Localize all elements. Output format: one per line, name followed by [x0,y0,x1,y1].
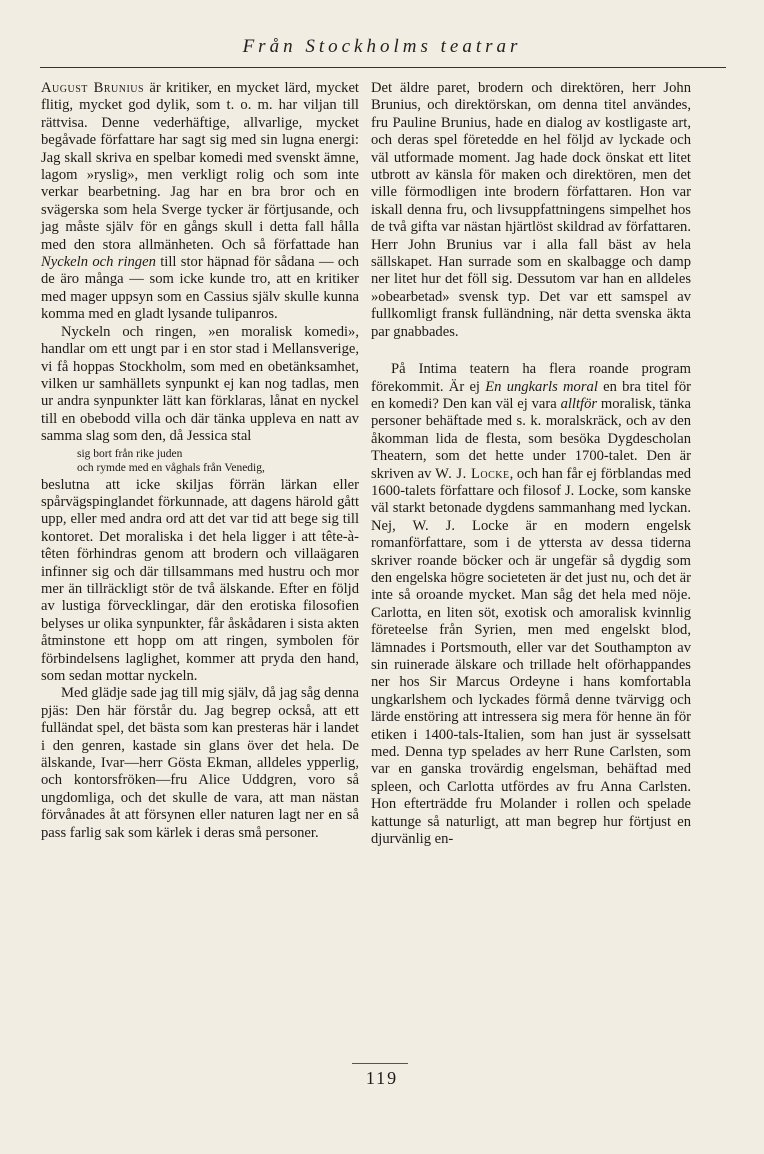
paragraph: Med glädje sade jag till mig själv, då jag såg denna pjäs: Den här förstår du. Jag begrep också, att ett fulländat spel, det bästa som kan presteras här i landet i den genren, kastade sin glans över det hela. De älskande, Ivar—herr Gösta Ekman, alldeles ypperlig, och kontorsfröken—fru Alice Uddgren, voro så ungdomliga, och det skulle de vara, att man nästan förvånades åt att försynen eller naturen lagt ner en så pass farlig sak som kärlek i deras små personer. [41,685,359,841]
paragraph: På Intima teatern ha flera roande program förekommit. Är ej En ungkarls moral en bra titel för en komedi? Den kan väl ej vara alltför moralisk, tänka personer behäftade med s. k. moralskräck, och av den åkomman lida de flesta, som besöka Dygdescholan Theatern, som det hette under 1700-talet. Den är skriven av W. J. Locke, och han får ej förblandas med 1600-talets författare och filosof J. Locke, som kanske väl starkt betonade dygdens sammanhang med lyckan. Nej, W. J. Locke är en modern engelsk romanförfattare, som i de yttersta av dessa tiderna skriver roande böcker och är ungefär så dygdig som den engelska högre societeten är det just nu, och det är inte så oroande mycket. Man såg det hela med nöje. Carlotta, en liten söt, exotisk och amoralisk kvinnlig företeelse från Syrien, men med engelskt blod, lämnades i Portsmouth, eller var det Southampton av sin ruinerade älskare och trillade helt oförhappandes ner hos Sir Marcus Ordeyne i hans komfortabla ungkarlshem och lyckades förmå denne tvärvigg och lärde enstöring att intressera sig mera för henne än för etiken i 1400-tals-Italien, som han just är sysselsatt med. Denna typ spelades av herr Rune Carlsten, som var en ganska trovärdig engelsman, behäftad med spleen, och Carlotta utfördes av fru Anna Carlsten. Hon efterträdde fru Molander i rollen och spelade kattunge så naturligt, att man begrep hur förtjust en djurvänlig en- [371,361,692,848]
header-rule [40,67,726,68]
folio-rule [352,1063,408,1064]
paragraph: August Brunius är kritiker, en mycket lärd, mycket flitig, mycket god dylik, som t. o. m. har viljan till rättvisa. Denne vederhäftige, allvarlige, mycket begåvade författare har sagt sig med sin lugna energi: Jag skall skriva en spelbar komedi med svenskt ämne, lagom »ryslig», men verkligt rolig och som inte verkar bearbetning. Jag har en bra bror och en svägerska som hela Sverge tycker är förtjusande, och jag måste själv för en gångs skull i detta fall hålla med den stora allmänheten. Och så författade han Nyckeln och ringen till stor häpnad för sådana — och de äro många — som icke kunde tro, att en kritiker med mager uppsyn som en Cassius själv skulle kunna komma med en gladt lysande tulipanros. [41,80,359,323]
play-title: En ungkarls moral [485,378,598,395]
verse-line: sig bort från rike juden [77,447,183,460]
paragraph: beslutna att icke skiljas förrän lärkan eller spårvägspinglandet förkunnade, att dagens härold gått upp, eller med andra ord att det var tid att bege sig till kontoret. Det moraliska i det hela ligger i att tête-à-têten förhindras genom att brodern och villaägaren infinner sig och där tillsammans med hustru och mor mer än tillräckligt stör de två älskande. Efter en följd av lustiga förvecklingar, där den erotiska filosofien belyses ur olika synpunkter, får åskådaren i sista akten åtminstone ett hopp om att ringen, symbolen för förbindelsens laglighet, kommer att pryda den hand, som sedan mottar nyckeln. [41,476,359,684]
verse-line: och rymde med en våghals från Venedig, [77,461,265,474]
left-column [41,80,359,842]
author-name: August Brunius [41,80,145,96]
page-number: 119 [365,1068,399,1088]
emphasis: alltför [560,395,598,412]
paragraph: Nyckeln och ringen, »en moralisk komedi», handlar om ett ungt par i en stor stad i Mellansverige, vi få hoppas Stockholm, som med en obetänksamhet, vilken ur samhällets synpunkt ej kan nog tadlas, men ur andra synpunkter lätt kan förklaras, lånat en nyckel till en obebodd villa och där tänka uppleva en natt av samma slag som den, då Jessica stal [41,323,359,445]
right-column [371,80,691,848]
play-title: Nyckeln och ringen [41,254,156,271]
author-name: W. J. Locke [435,465,510,482]
running-head: Från Stockholms teatrar [242,36,522,57]
verse-quote [41,447,359,475]
paragraph: Det äldre paret, brodern och direktören, herr John Brunius, och direktörskan, om denna titel användes, fru Pauline Brunius, hade en dialog av kostligaste art, och deras spel företedde en hel följd av lyckade och väl utformade moment. Jag hade dock önskat ett litet utbrott av känsla för maken och direktören, men det ville förmodligen inte brodern författaren. Hon var iskall denna fru, och livsuppfattningens simpelhet hos de två gifta var nästan hjärtlöst skildrad av författaren. Herr John Brunius var i alla fall bäst av hela sällskapet. Han surrade som en skalbagge och damp ner litet hur det föll sig. Dessutom var han en alldeles »obearbetad» svensk typ. Det var ett samspel av fullkomligt fransk fulländning, när detta svenska äkta par gnabbades. [371,80,691,340]
